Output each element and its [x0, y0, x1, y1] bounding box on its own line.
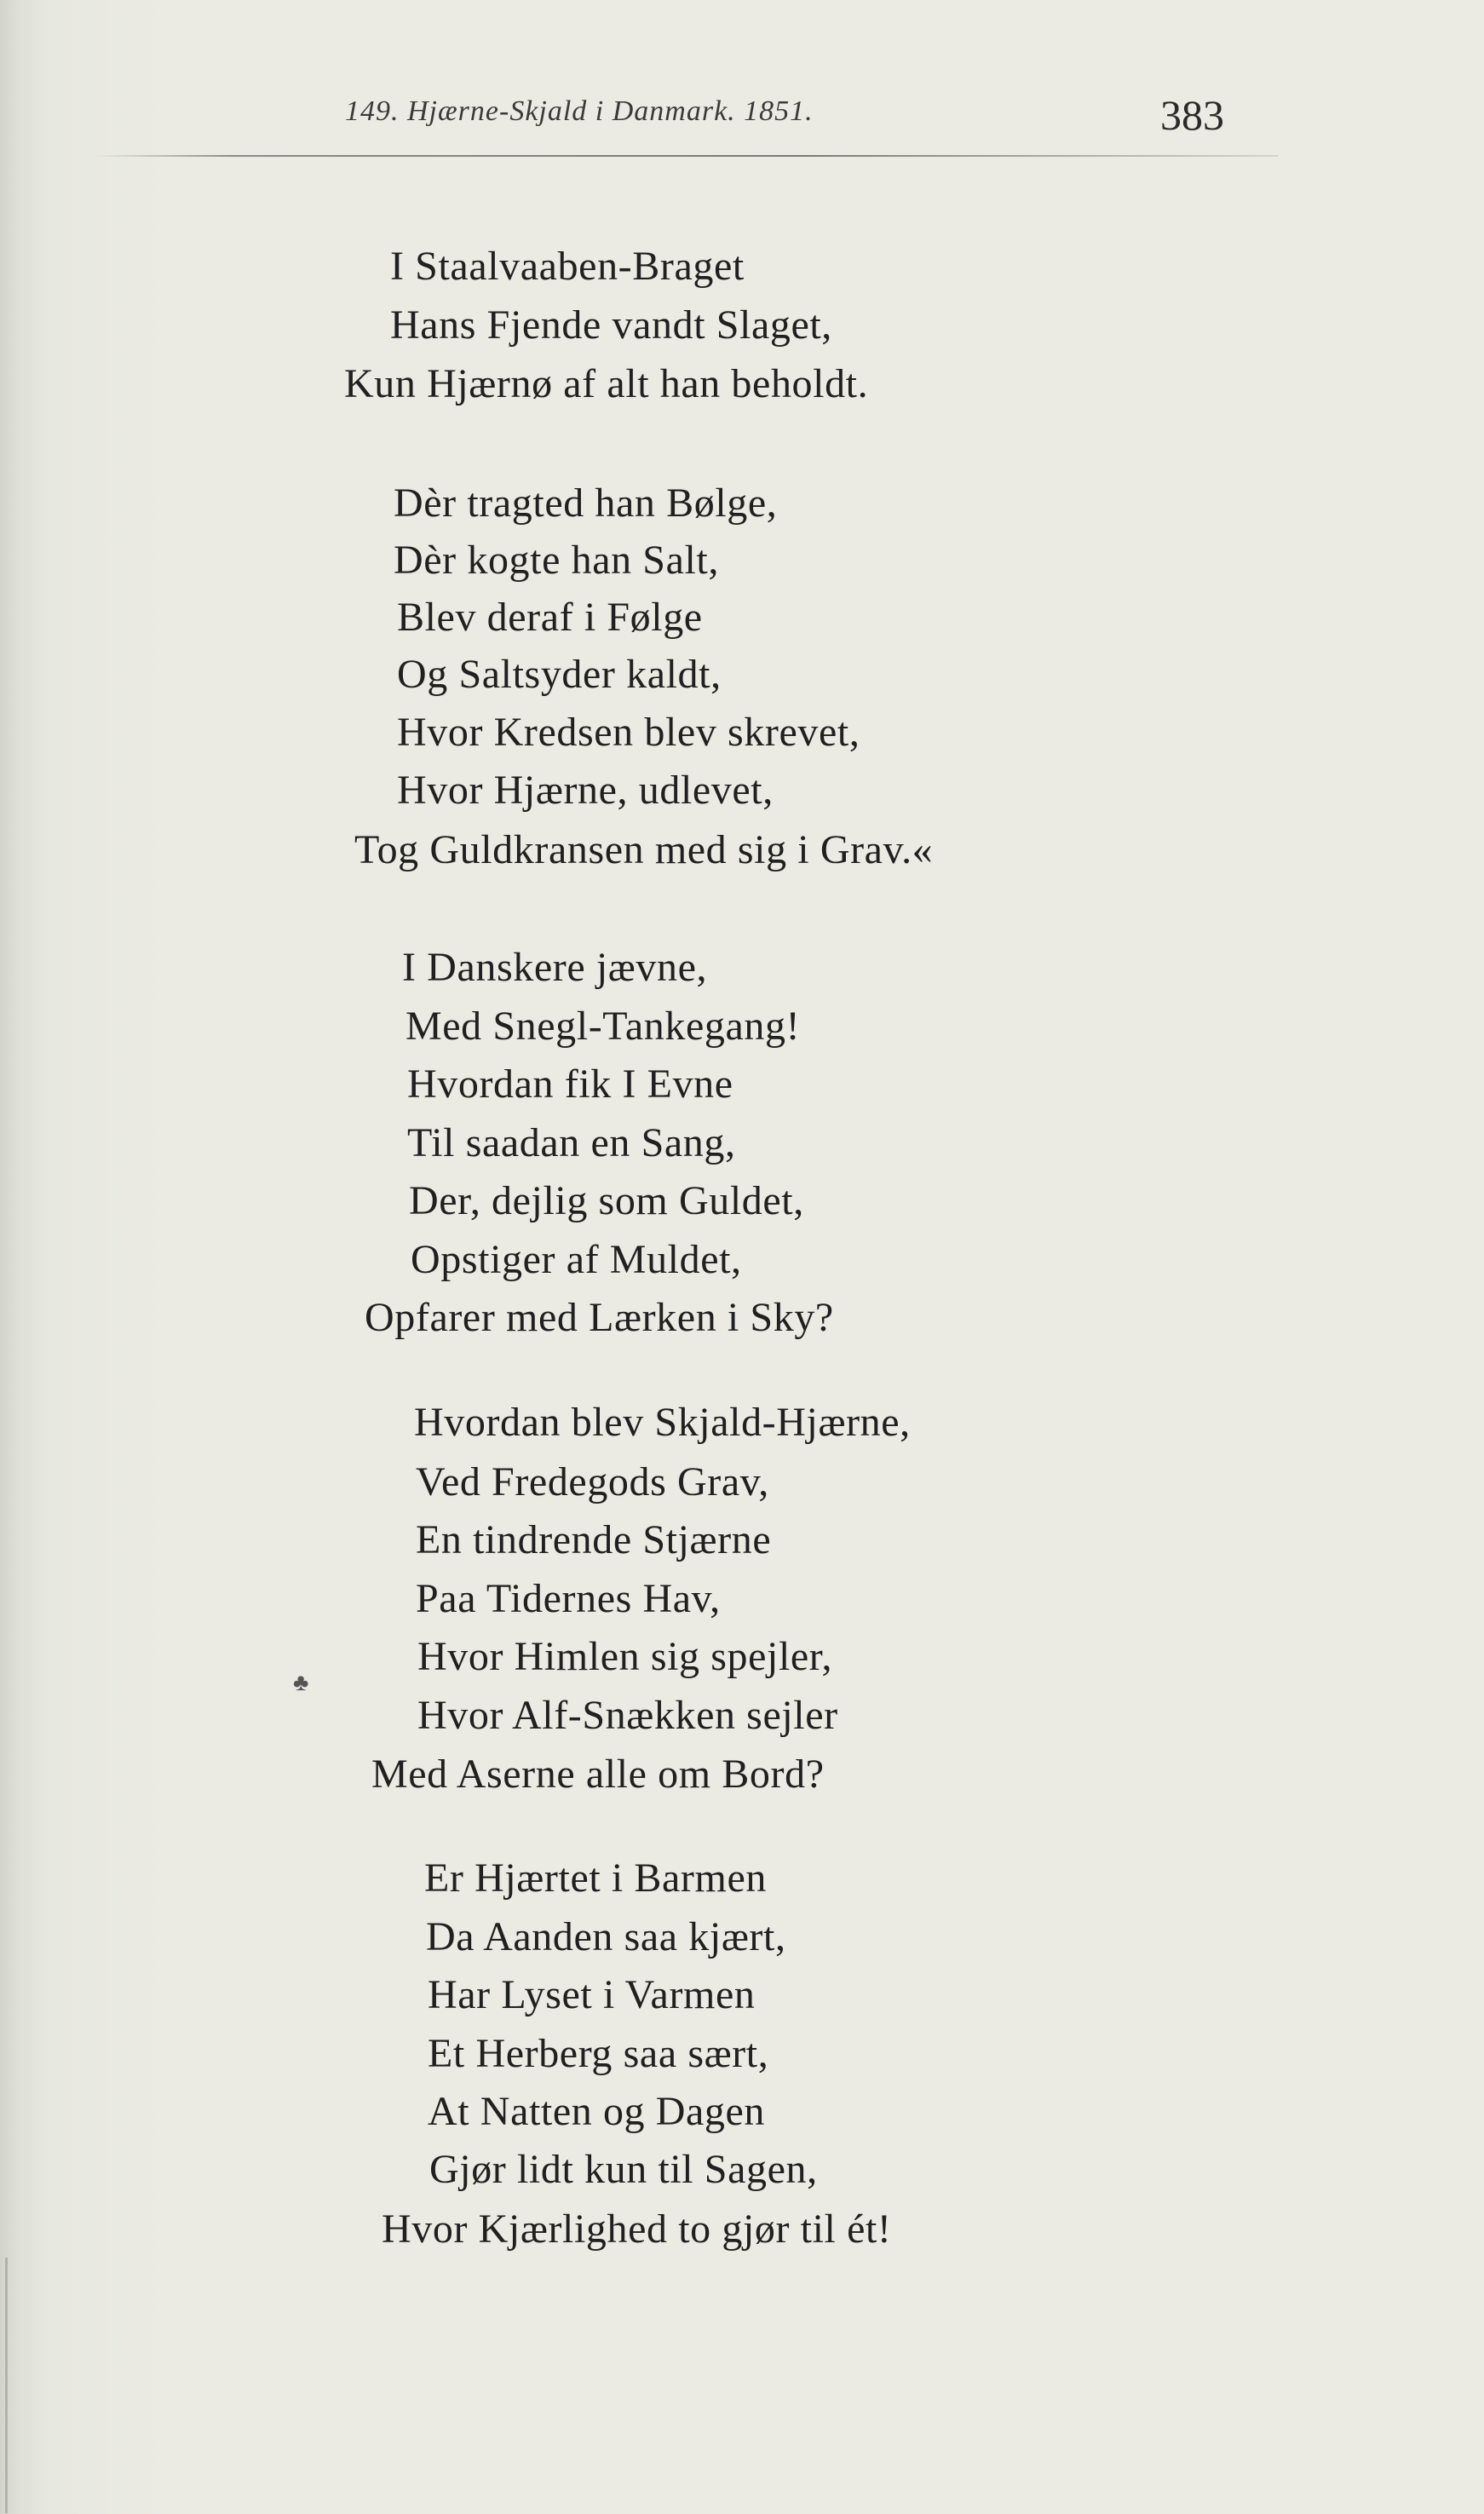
verse-line: Med Snegl-Tankegang! [406, 1004, 801, 1049]
verse-line: I Staalvaaben-Braget [390, 244, 745, 289]
verse-line: Dèr tragted han Bølge, [394, 480, 778, 526]
running-title: 149. Hjærne-Skjald i Danmark. 1851. [345, 95, 814, 127]
verse-line: Er Hjærtet i Barmen [424, 1855, 767, 1901]
verse-line: Blev deraf i Følge [397, 595, 703, 640]
verse-line: Ved Fredegods Grav, [416, 1459, 769, 1504]
binding-edge [5, 2258, 8, 2513]
verse-line: Hvor Alf-Snækken sejler [417, 1693, 838, 1738]
verse-line: Hvor Kredsen blev skrevet, [397, 710, 860, 755]
header-rule [94, 155, 1278, 157]
verse-line: Et Herberg saa sært, [428, 2031, 769, 2076]
verse-line: Hvor Kjærlighed to gjør til ét! [382, 2206, 892, 2252]
margin-mark: ♣ [293, 1670, 309, 1696]
verse-line: Hvordan blev Skjald-Hjærne, [414, 1400, 911, 1445]
verse-line: Har Lyset i Varmen [428, 1972, 756, 2017]
verse-line: Da Aanden saa kjært, [426, 1914, 786, 1959]
page-number: 383 [1160, 91, 1224, 139]
verse-line: Til saadan en Sang, [407, 1120, 736, 1165]
verse-line: I Danskere jævne, [402, 945, 708, 990]
verse-line: Der, dejlig som Guldet, [409, 1178, 804, 1223]
verse-line: Og Saltsyder kaldt, [397, 652, 722, 697]
verse-line: Opstiger af Muldet, [411, 1237, 742, 1282]
verse-line: Hvor Himlen sig spejler, [417, 1634, 833, 1679]
verse-line: Tog Guldkransen med sig i Grav.« [354, 827, 934, 872]
verse-line: Med Aserne alle om Bord? [371, 1752, 825, 1797]
verse-line: Hvor Hjærne, udlevet, [397, 768, 774, 813]
verse-line: Dèr kogte han Salt, [394, 538, 719, 583]
verse-line: Opfarer med Lærken i Sky? [365, 1295, 834, 1340]
verse-line: Kun Hjærnø af alt han beholdt. [344, 361, 869, 406]
verse-line: Hvordan fik I Evne [407, 1061, 733, 1107]
verse-line: Gjør lidt kun til Sagen, [429, 2147, 818, 2192]
verse-line: Paa Tidernes Hav, [416, 1576, 721, 1621]
verse-line: At Natten og Dagen [428, 2089, 766, 2134]
verse-line: Hans Fjende vandt Slaget, [390, 302, 832, 348]
verse-line: En tindrende Stjærne [416, 1517, 772, 1562]
